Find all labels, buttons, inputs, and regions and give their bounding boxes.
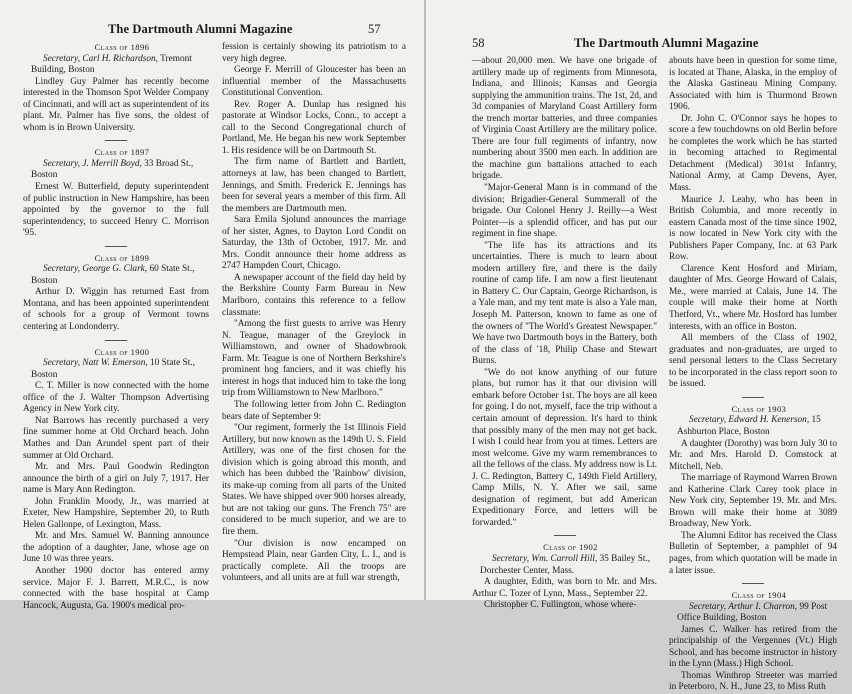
paragraph: Christopher C. Fullington, whose where-	[484, 600, 637, 611]
paragraph: "Major-General Mann is in command of the division; Brigadier-General Summerall of the brigade. Our Colonel Henry J. Reilly—a West Pointer—is a splendid officer, and has put our regiment in fine shape.	[472, 183, 657, 240]
paragraph: fession is certainly showing its patriotism to a very high degree.	[222, 42, 406, 64]
section-divider	[742, 397, 764, 398]
paragraph: Maurice J. Leahy, who has been in British Columbia, and more recently in eastern Canada most of the time since 1902, is now located in New York city with the Publishers Paper Company, Inc. at 63 Park Row.	[669, 194, 837, 263]
paragraph: A daughter (Dorothy) was born July 30 to Mr. and Mrs. Harold D. Comstock at Mitchell, Neb.	[669, 438, 837, 472]
section-divider	[105, 246, 127, 247]
page-number: 58	[472, 36, 485, 50]
left-column-1	[23, 42, 209, 612]
class-heading-1897: Class of 1897	[94, 147, 150, 158]
class-heading-1902: Class of 1902	[543, 542, 598, 553]
left-column-2	[222, 42, 406, 585]
class-secretary-1903: Secretary, Edward H. Kenerson, 15 Ashburton Place, Boston	[677, 415, 821, 437]
paragraph: James C. Walker has retired from the principalship of the Vergennes (Vt.) High School, and has become instructor in history in the Lynn (Mass.) High School.	[669, 624, 837, 670]
paragraph: A newspaper account of the field day held by the Berkshire County Farm Bureau in New Marlboro, contains this reference to a fellow classmate:	[222, 272, 406, 318]
paragraph: Arthur D. Wiggin has returned East from Montana, and has been appointed superintendent of schools for a group of Vermont towns centering at Londonderry.	[23, 287, 209, 333]
class-heading-1900: Class of 1900	[94, 346, 150, 357]
paragraph: "Our division is now encamped on Hempstead Plain, near Garden City, L. I., and is practically complete. All the troops are volunteers, and all units are at full war strength,	[222, 538, 406, 584]
class-heading-1904: Class of 1904	[731, 590, 787, 601]
class-heading-1899: Class of 1899	[94, 252, 150, 263]
section-divider	[554, 535, 576, 536]
class-secretary-1904: Secretary, Arthur I. Charron, 99 Post Office Building, Boston	[677, 601, 828, 624]
paragraph: Dr. John C. O'Connor says he hopes to score a few touchdowns on old Berlin before he completes the work which he has started in becoming attached to Regimental Detachment (Medical) 301st Infantry, National Army, at Camp Devens, Ayer, Mass.	[669, 113, 837, 194]
paragraph: George F. Merrill of Gloucester has been an influential member of the Massachusetts Constitutional Convention.	[222, 65, 406, 99]
page-header: The Dartmouth Alumni Magazine	[108, 22, 293, 36]
paragraph: abouts have been in question for some time, is located at Thane, Alaska, in the employ of the Alaska Gastineau Mining Company. Associated with him is Thurmond Brown 1906.	[669, 56, 837, 113]
paragraph: All members of the Class of 1902, graduates and non-graduates, are urged to send personal letters to the Class Secretary to be incorporated in the class report soon to be issued.	[669, 333, 837, 390]
class-secretary-1900: Secretary, Natt W. Emerson, 10 State St., Boston	[31, 358, 195, 380]
paragraph: The marriage of Raymond Warren Brown and Katherine Clark Carey took place in New York city, September 19. Mr. and Mrs. Brown will make their home at 3089 Broadway, New York.	[669, 473, 837, 530]
paragraph: —about 20,000 men. We have one brigade of artillery made up of regiments from Minnesota, Indiana, and Illinois; Kansas and Georgia supplying the ammunition trains. The 1st, 2d, and 3d companies of Maryland Coast Artillery form the trench mortar batteries, and three companies of Virginia Coast Artillery are the military police. There are four full regiments of infantry, now numbering about 3500 men each. In addition are the machine gun battalions attached to each brigade.	[472, 56, 657, 182]
paragraph: A daughter, Edith, was born to Mr. and Mrs. Arthur C. Tozer of Lynn, Mass., September 22.	[472, 577, 657, 599]
class-secretary-1899: Secretary, George G. Clark, 60 State St., Boston	[31, 264, 195, 286]
right-page	[426, 0, 852, 693]
paragraph: Clarence Kent Hosford and Miriam, daughter of Mrs. George Howard of Calais, Me., were married at Calais, June 14. The couple will make their home at North Thetford, Vt., where Mr. Hosford has lumber interests, with an office in Boston.	[669, 263, 837, 332]
right-column-2	[669, 56, 837, 694]
class-heading-1896: Class of 1896	[94, 42, 150, 52]
paragraph: Mr. and Mrs. Paul Goodwin Redington announce the birth of a girl on July 7, 1917. Her name is Mary Ann Redington.	[23, 462, 209, 496]
paragraph: Thomas Winthrop Streeter was married in Peterboro, N. H., June 23, to Miss Ruth	[669, 670, 837, 693]
left-page	[0, 0, 424, 611]
paragraph: "We do not know anything of our future plans, but rumor has it that our division will embark before October 1st. The boys are all keen for going. I do not, myself, face the trip without a certain amount of depression. It's hard to think that possibly many of the men may not get back. I wish I could hear from you at times. Letters are most welcome. Give my warm remembrances to all the fellows of the class. My address now is Lt. J. C. Redington, Battery C, 149th Field Artillery, Camp Mills, N. Y. After we sail, same designation of regiment, but add American Expeditionary Force, and letters will be forwarded."	[472, 367, 657, 528]
paragraph: The Alumni Editor has received the Class Bulletin of September, a pamphlet of 94 pages, from which quotation will be made in a later issue.	[669, 530, 837, 576]
section-divider	[105, 140, 127, 141]
paragraph: "Among the first guests to arrive was Henry N. Teague, manager of the Greylock in Williamstown, and owner of Shadowbrook Farm. Mr. Teague is one of Northern Berkshire's prominent hog fanciers, and it was chiefly his interest in hogs that induced him to take the long trip from Williamstown to New Marlboro."	[222, 319, 406, 399]
paragraph: Mr. and Mrs. Samuel W. Banning announce the adoption of a daughter, Jane, whose age on June 10 was three years.	[23, 531, 209, 565]
page-number: 57	[368, 22, 381, 36]
class-secretary-1896: Secretary, Carl H. Richardson, Tremont Building, Boston	[31, 53, 192, 76]
right-column-1	[472, 56, 657, 612]
class-secretary-1897: Secretary, J. Merrill Boyd, 33 Broad St., Boston	[31, 158, 194, 181]
section-divider	[742, 583, 764, 584]
paragraph: Nat Barrows has recently purchased a very fine summer home at Old Orchard beach. John Mathes and Dan Arundel spent part of their summer at Old Orchard.	[23, 415, 209, 461]
paragraph: Sara Emila Sjolund announces the marriage of her sister, Agnes, to Dayton Lord Condit on Saturday, the 13th of October, 1917. Mr. and Mrs. Condit announce their home address as 2747 Hampden Court, Chicago.	[222, 215, 406, 272]
paragraph: "Our regiment, formerly the 1st Illinois Field Artillery, but now known as the 149th U. S. Field Artillery, was one of the first chosen for the division which is going abroad this month, and which has been dubbed the 'Rainbow' division, its make-up coming from all parts of the United States. We have shipped over 900 horses already, but are not taking our guns. The French 75" are considered to be much superior, and we are to fire them.	[222, 423, 406, 537]
class-secretary-1902: Secretary, Wm. Carroll Hill, 35 Bailey St., Dorchester Center, Mass.	[480, 553, 651, 576]
class-heading-1903: Class of 1903	[731, 403, 787, 414]
paragraph: The firm name of Bartlett and Bartlett, attorneys at law, has been changed to Bartlett, Jennings, and Smith. Frederick E. Jennings has been for several years a member of this firm. All the members are Dartmouth men.	[222, 157, 406, 214]
paragraph: Another 1900 doctor has entered army service. Major F. J. Barrett, M.R.C., is now connected with the base hospital at Camp Hancock, Augusta, Ga. 1900's medical pro-	[23, 565, 209, 611]
paragraph: Lindley Guy Palmer has recently become interested in the Thomson Spot Welder Company of Cincinnati, and will act as superintendent of its plant. Mr. Palmer has five sons, the oldest of whom is in Brown University.	[23, 76, 209, 133]
paragraph: C. T. Miller is now connected with the home office of the J. Walter Thompson Advertising Agency in New York city.	[23, 381, 209, 415]
page-header: The Dartmouth Alumni Magazine	[574, 36, 759, 50]
paragraph: John Franklin Moody, Jr., was married at Exeter, New Hampshire, September 20, to Ruth Helen Gallonpe, of Lexington, Mass.	[23, 496, 209, 530]
paragraph: "The life has its attractions and its uncertainties. There is much to learn about modern artillery fire, and there is the daily routine of camp life. I am now a first lieutenant in Battery C. Our Captain, George Richardson, is a Yale man, and my tent mate is also a Yale man, Joseph M. Patterson, known to fame as one of the owners of "The World's Greatest Newspaper." We have two Dartmouth boys in the Battery, both of the class of '18, Philip Chase and Stewart Burns.	[472, 240, 657, 367]
section-divider	[105, 340, 127, 341]
paragraph: The following letter from John C. Redington bears date of September 9:	[222, 399, 406, 422]
paragraph: Ernest W. Butterfield, deputy superintendent of public instruction in New Hampshire, has been appointed by the governor to the full superintendency, to succeed Henry C. Morrison '95.	[23, 182, 209, 239]
paragraph: Rev. Roger A. Dunlap has resigned his pastorate at Windsor Locks, Conn., to accept a call to the Second Congregational church of Portland, Me. He began his new work September 1. His residence will be on Dartmouth St.	[222, 99, 406, 156]
